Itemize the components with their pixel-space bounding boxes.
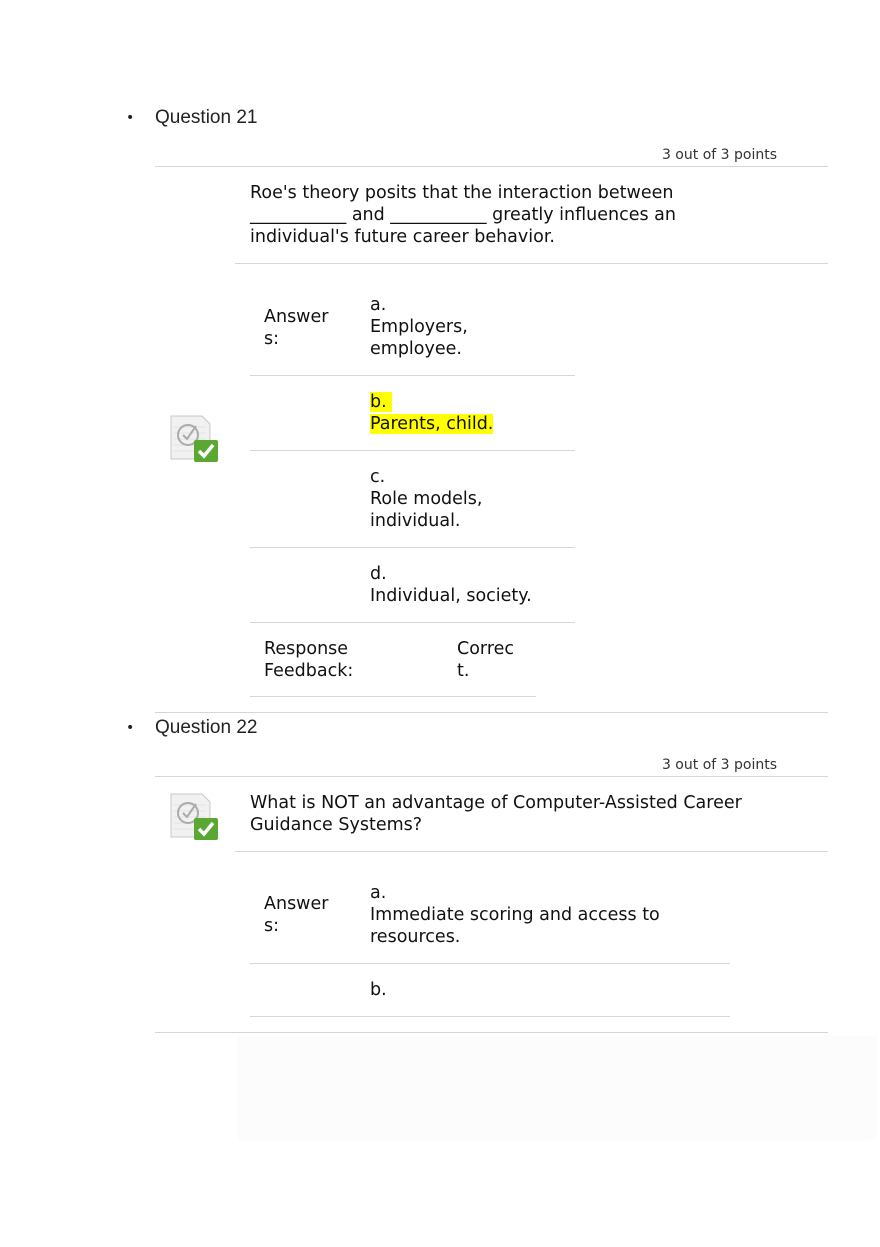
- page-shade: [238, 1036, 878, 1141]
- option-a: [370, 294, 550, 360]
- option-text: Individual, society.: [370, 586, 532, 606]
- option-b: [370, 979, 387, 1001]
- divider: [155, 166, 828, 167]
- option-d: [370, 563, 570, 607]
- question-22-points: 3 out of 3 points: [661, 757, 777, 773]
- question-22-text: What is NOT an advantage of Computer-Assisted Career Guidance Systems?: [250, 793, 742, 835]
- answers-label: Answer s:: [264, 894, 329, 936]
- option-text: Immediate scoring and access to resources.: [370, 905, 660, 947]
- divider: [250, 375, 575, 376]
- divider: [250, 963, 730, 964]
- option-a: [370, 882, 700, 948]
- divider: [155, 776, 828, 777]
- option-letter: a.: [370, 883, 387, 903]
- divider: [235, 263, 828, 264]
- bullet: •: [126, 110, 135, 126]
- response-feedback-label: Response Feedback:: [264, 639, 354, 681]
- question-21-points: 3 out of 3 points: [661, 147, 777, 163]
- divider: [250, 696, 536, 697]
- divider: [155, 712, 828, 713]
- option-text: Employers, employee.: [370, 317, 468, 359]
- correct-answer-check-icon: [168, 791, 220, 841]
- question-21-title: Question 21: [155, 107, 258, 128]
- question-21-text: Roe's theory posits that the interaction between ___________ and ___________ greatly influences an individual's future career behavior.: [250, 183, 676, 247]
- option-letter: a.: [370, 295, 387, 315]
- option-text: Parents, child.: [370, 414, 494, 434]
- divider: [250, 622, 575, 623]
- option-letter: c.: [370, 467, 386, 487]
- option-letter: b.: [370, 392, 387, 412]
- correct-answer-check-icon: [168, 413, 220, 463]
- divider: [155, 1032, 828, 1033]
- divider: [235, 851, 828, 852]
- response-feedback: Correc t.: [457, 639, 515, 681]
- divider: [250, 547, 575, 548]
- option-letter: d.: [370, 564, 387, 584]
- option-letter: b.: [370, 980, 387, 1000]
- option-text: Role models, individual.: [370, 489, 483, 531]
- answers-label: Answer s:: [264, 307, 329, 349]
- divider: [250, 450, 575, 451]
- divider: [250, 1016, 730, 1017]
- option-b-selected: [370, 391, 493, 435]
- question-22-title: Question 22: [155, 717, 258, 738]
- bullet: •: [126, 720, 135, 736]
- option-c: [370, 466, 530, 532]
